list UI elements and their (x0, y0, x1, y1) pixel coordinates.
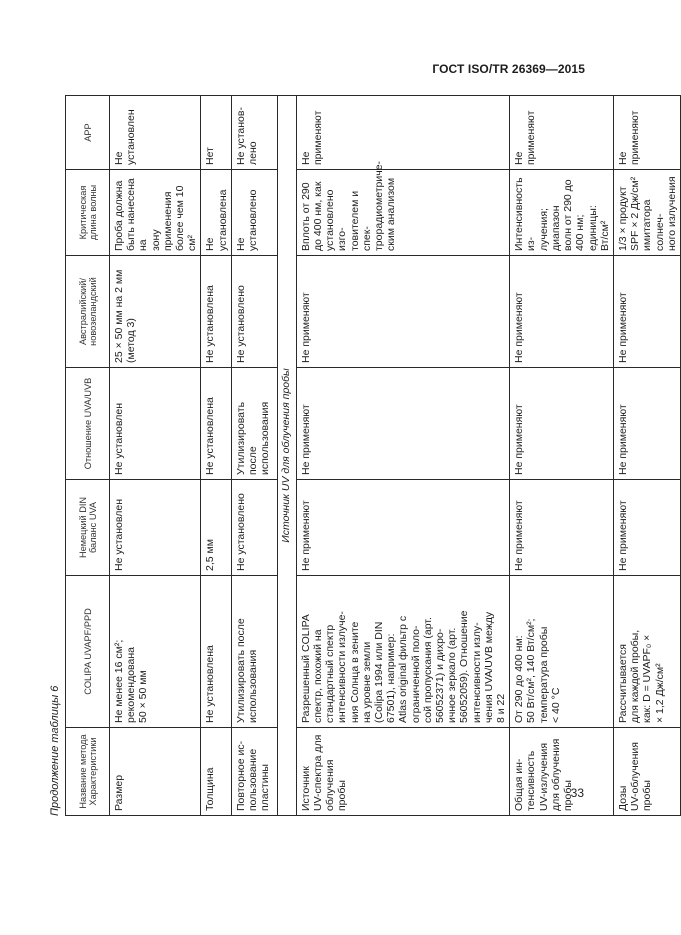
critical-cell: Проба должна быть нанесена на зону применения более чем 10 см² (110, 170, 201, 256)
row-name-cell: Общая ин- тенсивность UV-излучения для облучения пробы (510, 728, 614, 816)
row-name-cell: Источник UV-спектра для облучения пробы (296, 728, 509, 816)
uva-uvb-cell: Не применяют (510, 368, 614, 480)
aus-cell: Не применяют (510, 256, 614, 368)
section-row (277, 96, 296, 816)
uva-uvb-cell: Не установлена (201, 368, 231, 480)
app-cell: Не применяют (613, 96, 680, 170)
aus-cell: Не установлено (231, 256, 277, 368)
section-title: Источник UV для облучения пробы (277, 96, 296, 816)
uva-uvb-cell: Не применяют (613, 368, 680, 480)
colipa-cell: Утилизировать после использования (231, 576, 277, 728)
table-row (510, 96, 614, 816)
uva-uvb-cell: Не применяют (296, 368, 509, 480)
din-cell: Не применяют (613, 480, 680, 576)
column-header: COLIPA UVAPF/PPD (66, 576, 110, 728)
table-row (296, 96, 509, 816)
table-row (613, 96, 680, 816)
din-cell: 2,5 мм (201, 480, 231, 576)
colipa-cell: Рассчитывается для каждой пробы, как: D = UVAPF₀ × × 1,2 Дж/см² (613, 576, 680, 728)
column-header: APP (66, 96, 110, 170)
colipa-cell: Разрешенный COLIPA спектр, похожий на стандартный спектр интенсивности излуче- ния Солнца в зените на уровне земли (Colipa 1994 или DIN 67501), например: Atlas original фильтр с ограниченной поло- сой пропускания (арт. 56052371) и дихро- ичное зеркало (арт. 56052059). Отношение интенсивности излу- чения UVA/UVB между 8 и 22 (296, 576, 509, 728)
app-cell: Не установлен (110, 96, 201, 170)
aus-cell: Не применяют (613, 256, 680, 368)
app-cell: Нет (201, 96, 231, 170)
table-header-row (66, 96, 110, 816)
aus-cell: 25 × 50 мм на 2 мм (метод 3) (110, 256, 201, 368)
column-header: Отношение UVA/UVB (66, 368, 110, 480)
din-cell: Не установлено (231, 480, 277, 576)
table-caption: Продолжение таблицы 6 (49, 685, 61, 816)
aus-cell: Не установлена (201, 256, 231, 368)
critical-cell: 1/3 × продукт SPF × 2 Дж/см² имитатора солнеч- ного излучения (613, 170, 680, 256)
table-row (231, 96, 277, 816)
uva-uvb-cell: Утилизировать после использования (231, 368, 277, 480)
column-header: Название метода Характеристики (66, 728, 110, 816)
uva-uvb-cell: Не установлен (110, 368, 201, 480)
row-name-cell: Дозы UV-облучения пробы (613, 728, 680, 816)
table-row (110, 96, 201, 816)
app-cell: Не применяют (510, 96, 614, 170)
din-cell: Не применяют (296, 480, 509, 576)
critical-cell: Вплоть от 290 до 400 нм, как установлено изго- товителем и спек- трорадиометриче- ским анализом (296, 170, 509, 256)
app-cell: Не установ- лено (231, 96, 277, 170)
comparison-table (65, 95, 681, 816)
din-cell: Не установлен (110, 480, 201, 576)
column-header: Немецкий DIN баланс UVA (66, 480, 110, 576)
colipa-cell: От 290 до 400 нм: 50 Вт/см², 140 Вт/см²; температура пробы < 40 °С (510, 576, 614, 728)
row-name-cell: Размер (110, 728, 201, 816)
row-name-cell: Повторное ис- пользование пластины (231, 728, 277, 816)
table-row (201, 96, 231, 816)
app-cell: Не применяют (296, 96, 509, 170)
page-number: 33 (570, 786, 584, 800)
column-header: Австралийский/ новозеландский (66, 256, 110, 368)
page-header: ГОСТ ISO/TR 26369—2015 (432, 62, 585, 76)
column-header: Критическая длина волны (66, 170, 110, 256)
aus-cell: Не применяют (296, 256, 509, 368)
colipa-cell: Не менее 16 см²; рекомендована 50 × 50 мм (110, 576, 201, 728)
critical-cell: Интенсивность из- лучения; диапазон волн от 290 до 400 нм; единицы: Вт/см² (510, 170, 614, 256)
rotated-table-block (48, 96, 678, 816)
row-name-cell: Толщина (201, 728, 231, 816)
critical-cell: Не установлено (231, 170, 277, 256)
critical-cell: Не установлена (201, 170, 231, 256)
colipa-cell: Не установлена (201, 576, 231, 728)
din-cell: Не применяют (510, 480, 614, 576)
